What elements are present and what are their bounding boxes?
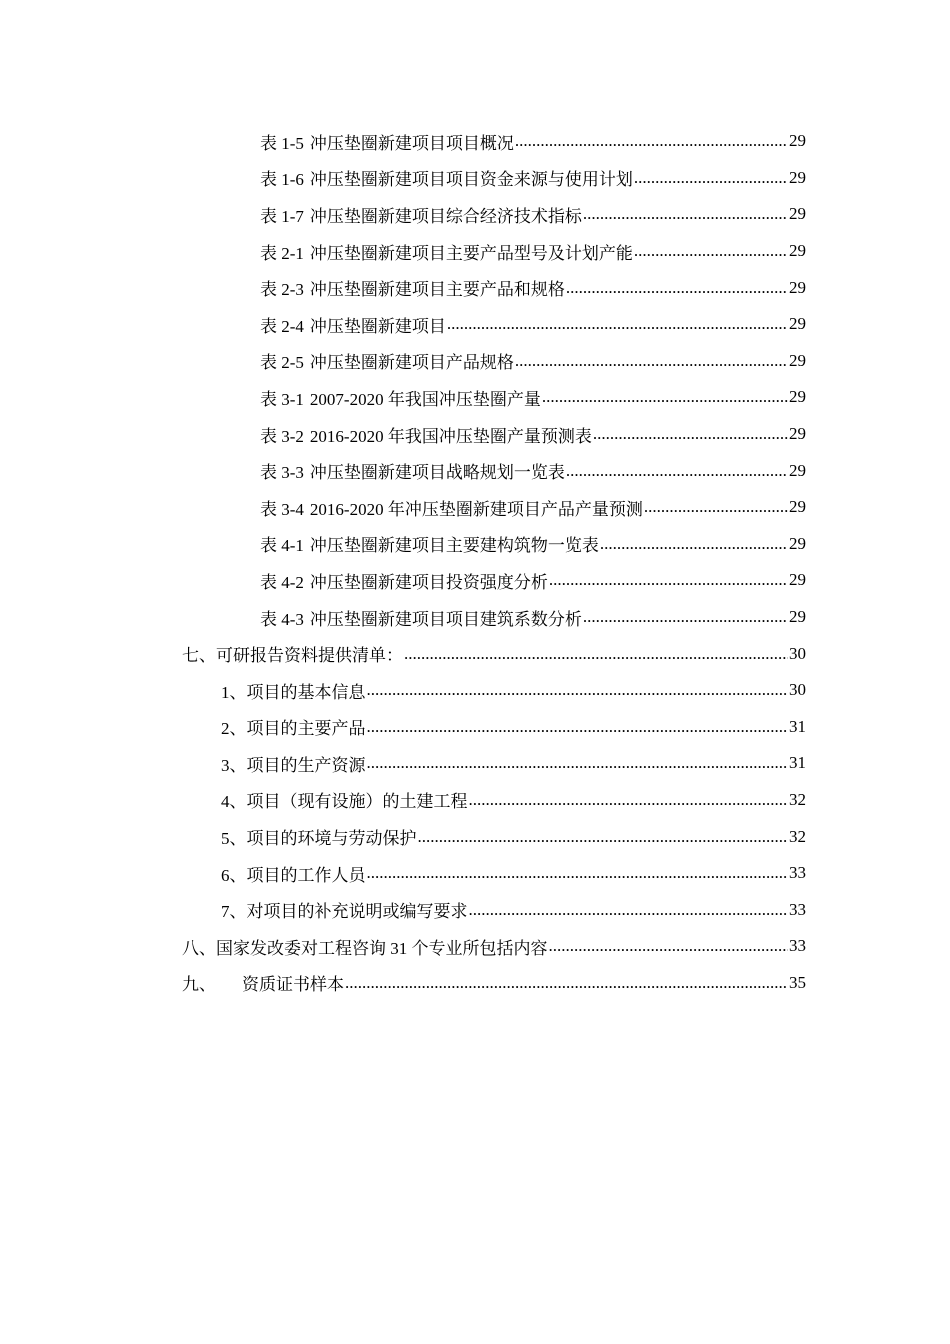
- toc-entry-prefix: 6、: [221, 865, 247, 885]
- toc-entry-label: [260, 348, 514, 373]
- toc-entry[interactable]: [0, 343, 806, 380]
- toc-entry-page: 35: [789, 972, 806, 992]
- toc-entry-prefix: 表 3-1: [260, 389, 304, 409]
- toc-entry-title: 可研报告资料提供清单：: [216, 646, 403, 666]
- toc-entry[interactable]: [0, 489, 806, 526]
- toc-entry-label: [260, 568, 548, 593]
- toc-dot-leader: [644, 497, 788, 517]
- toc-entry-prefix: 表 4-3: [260, 609, 304, 629]
- toc-entry-label: [260, 275, 565, 300]
- toc-entry-title: 项目的生产资源: [246, 755, 366, 775]
- toc-dot-leader: [583, 607, 788, 627]
- toc-dot-leader: [549, 570, 788, 590]
- toc-entry-page: 33: [789, 863, 806, 883]
- toc-entry[interactable]: [0, 599, 806, 636]
- toc-subsection[interactable]: [0, 709, 806, 746]
- toc-subsection[interactable]: [0, 818, 806, 855]
- toc-dot-leader: [367, 717, 789, 737]
- toc-entry-title: 冲压垫圈新建项目项目概况: [309, 133, 514, 153]
- toc-subsection[interactable]: [0, 672, 806, 709]
- toc-entry-label: [260, 495, 643, 520]
- toc-entry-label: [260, 202, 582, 227]
- toc-entry-page: 33: [789, 936, 806, 956]
- toc-entry-label: [260, 129, 514, 154]
- toc-entry-prefix: 表 3-2: [260, 426, 304, 446]
- toc-entry-title: 项目的基本信息: [246, 682, 366, 702]
- toc-entry-prefix: 2、: [221, 719, 247, 739]
- toc-entry-label: [182, 641, 403, 666]
- toc-entry-page: 29: [789, 533, 806, 553]
- toc-entry-prefix: 九、: [182, 975, 216, 995]
- toc-dot-leader: [404, 644, 788, 664]
- toc-entry[interactable]: [0, 233, 806, 270]
- toc-entry-prefix: 3、: [221, 755, 247, 775]
- toc-entry-label: [260, 165, 633, 190]
- toc-entry-label: [260, 458, 565, 483]
- toc-entry-title: 冲压垫圈新建项目投资强度分析: [309, 572, 548, 592]
- toc-entry-title: 2007-2020 年我国冲压垫圈产量: [309, 389, 541, 409]
- toc-entry-page: 29: [789, 424, 806, 444]
- toc-entry-label: [260, 531, 599, 556]
- toc-dot-leader: [542, 387, 788, 407]
- toc-entry-page: 29: [789, 460, 806, 480]
- toc-entry[interactable]: [0, 416, 806, 453]
- toc-entry-title: 2016-2020 年我国冲压垫圈产量预测表: [309, 426, 592, 446]
- toc-entry-title: 冲压垫圈新建项目综合经济技术指标: [309, 206, 582, 226]
- toc-entry-prefix: 表 2-1: [260, 243, 304, 263]
- toc-dot-leader: [600, 534, 788, 554]
- toc-entry-page: 33: [789, 899, 806, 919]
- toc-entry[interactable]: [0, 196, 806, 233]
- toc-dot-leader: [345, 973, 788, 993]
- toc-entry-label: [221, 714, 366, 739]
- toc-entry-label: [221, 897, 468, 922]
- toc-entry-page: 32: [789, 826, 806, 846]
- toc-entry-title: 资质证书样本: [242, 975, 344, 995]
- toc-entry-page: 29: [789, 607, 806, 627]
- toc-entry-prefix: 表 4-2: [260, 572, 304, 592]
- toc-entry-title: 冲压垫圈新建项目主要建构筑物一览表: [309, 536, 599, 556]
- toc-entry-title: 冲压垫圈新建项目主要产品和规格: [309, 280, 565, 300]
- toc-entry-page: 29: [789, 387, 806, 407]
- toc-entry-title: 2016-2020 年冲压垫圈新建项目产品产量预测: [309, 499, 643, 519]
- toc-entry-title: 项目的主要产品: [246, 719, 366, 739]
- toc-subsection[interactable]: [0, 891, 806, 928]
- toc-entry-title: 国家发改委对工程咨询 31 个专业所包括内容: [216, 938, 548, 958]
- toc-entry-prefix: 八、: [182, 938, 216, 958]
- toc-entry-prefix: 七、: [182, 646, 216, 666]
- toc-entry-page: 32: [789, 789, 806, 809]
- toc-subsection[interactable]: [0, 745, 806, 782]
- toc-entry-prefix: 表 3-4: [260, 499, 304, 519]
- toc-entry-title: 冲压垫圈新建项目: [309, 316, 446, 336]
- toc-dot-leader: [367, 680, 789, 700]
- toc-entry-page: 29: [789, 131, 806, 151]
- toc-entry-label: [221, 824, 417, 849]
- toc-dot-leader: [367, 753, 789, 773]
- toc-dot-leader: [549, 936, 789, 956]
- toc-dot-leader: [593, 424, 788, 444]
- toc-entry-label: [221, 787, 468, 812]
- toc-entry-page: 29: [789, 204, 806, 224]
- toc-entry-title: 项目（现有设施）的土建工程: [246, 792, 468, 812]
- toc-entry-page: 31: [789, 753, 806, 773]
- toc-entry-title: 对项目的补充说明或编写要求: [246, 902, 468, 922]
- toc-entry-prefix: 表 2-4: [260, 316, 304, 336]
- toc-entry-prefix: 表 4-1: [260, 536, 304, 556]
- toc-entry-title: 冲压垫圈新建项目项目资金来源与使用计划: [309, 170, 633, 190]
- toc-entry-page: 31: [789, 716, 806, 736]
- toc-entry-prefix: 表 1-5: [260, 133, 304, 153]
- toc-dot-leader: [566, 461, 788, 481]
- toc-dot-leader: [634, 168, 788, 188]
- toc-entry-label: [260, 422, 592, 447]
- toc-dot-leader: [515, 131, 788, 151]
- table-of-contents: [0, 123, 950, 1001]
- toc-entry-prefix: 4、: [221, 792, 247, 812]
- toc-entry-label: [260, 385, 541, 410]
- toc-entry-prefix: 5、: [221, 829, 247, 849]
- toc-entry[interactable]: [0, 562, 806, 599]
- toc-entry-label: [260, 312, 446, 337]
- toc-entry-page: 29: [789, 241, 806, 261]
- toc-entry[interactable]: [0, 379, 806, 416]
- toc-entry-prefix: 7、: [221, 902, 247, 922]
- toc-dot-leader: [634, 241, 788, 261]
- toc-dot-leader: [447, 314, 788, 334]
- toc-entry-page: 29: [789, 570, 806, 590]
- toc-entry-prefix: 表 2-3: [260, 280, 304, 300]
- toc-dot-leader: [367, 863, 789, 883]
- toc-entry-title: 项目的环境与劳动保护: [246, 829, 417, 849]
- toc-subsection[interactable]: [0, 855, 806, 892]
- toc-entry-label: [221, 751, 366, 776]
- toc-entry[interactable]: [0, 306, 806, 343]
- toc-entry-label: [182, 934, 548, 959]
- toc-entry[interactable]: [0, 452, 806, 489]
- toc-entry-label: [260, 605, 582, 630]
- toc-section[interactable]: [0, 928, 806, 965]
- toc-entry-page: 30: [789, 680, 806, 700]
- toc-entry-title: 冲压垫圈新建项目产品规格: [309, 353, 514, 373]
- toc-entry-title: 项目的工作人员: [246, 865, 366, 885]
- toc-entry-title: 冲压垫圈新建项目战略规划一览表: [309, 463, 565, 483]
- toc-entry-page: 29: [789, 497, 806, 517]
- toc-section[interactable]: [0, 965, 806, 1002]
- toc-dot-leader: [469, 900, 789, 920]
- toc-entry-title: 冲压垫圈新建项目主要产品型号及计划产能: [309, 243, 633, 263]
- toc-entry-prefix: 表 2-5: [260, 353, 304, 373]
- toc-subsection[interactable]: [0, 782, 806, 819]
- toc-entry-page: 29: [789, 167, 806, 187]
- toc-dot-leader: [583, 204, 788, 224]
- toc-dot-leader: [566, 278, 788, 298]
- toc-entry-prefix: 表 1-6: [260, 170, 304, 190]
- toc-entry-page: 29: [789, 314, 806, 334]
- toc-entry[interactable]: [0, 160, 806, 197]
- toc-dot-leader: [469, 790, 789, 810]
- toc-entry-prefix: 1、: [221, 682, 247, 702]
- toc-entry-page: 30: [789, 643, 806, 663]
- toc-entry[interactable]: [0, 123, 806, 160]
- toc-dot-leader: [515, 351, 788, 371]
- toc-entry-prefix: 表 3-3: [260, 463, 304, 483]
- toc-entry-page: 29: [789, 350, 806, 370]
- toc-entry[interactable]: [0, 269, 806, 306]
- toc-dot-leader: [418, 827, 789, 847]
- toc-entry-title: 冲压垫圈新建项目项目建筑系数分析: [309, 609, 582, 629]
- toc-entry-label: [260, 239, 633, 264]
- toc-entry-page: 29: [789, 277, 806, 297]
- toc-entry-label: [221, 861, 366, 886]
- toc-entry-prefix: 表 1-7: [260, 206, 304, 226]
- toc-entry-label: [221, 678, 366, 703]
- toc-entry-label: [182, 970, 344, 995]
- toc-section[interactable]: [0, 635, 806, 672]
- toc-entry[interactable]: [0, 526, 806, 563]
